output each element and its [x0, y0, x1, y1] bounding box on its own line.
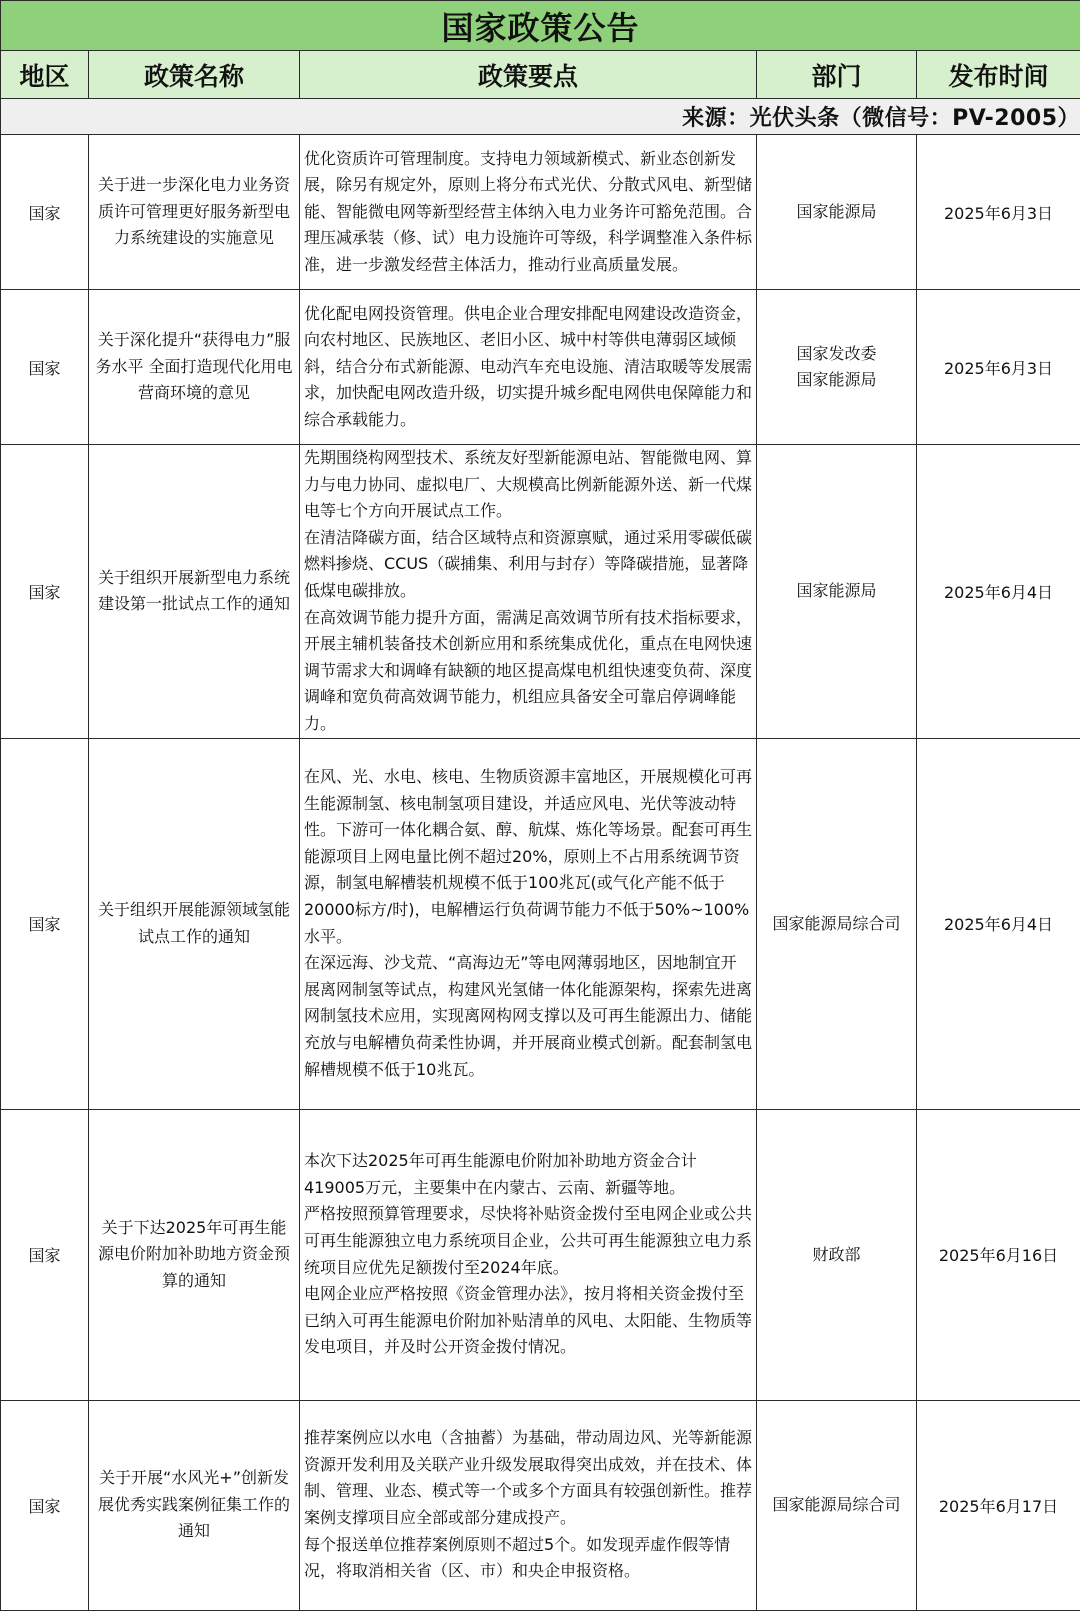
table-row — [1, 445, 1080, 739]
policy-name-cell: 关于组织开展新型电力系统建设第一批试点工作的通知 — [89, 445, 300, 739]
policy-name-cell: 关于下达2025年可再生能源电价附加补助地方资金预算的通知 — [89, 1109, 300, 1400]
table-row — [1, 1109, 1080, 1400]
header-region: 地区 — [1, 51, 89, 99]
department-name: 国家发改委 — [796, 344, 877, 363]
policy-point: 优化资质许可管理制度。支持电力领域新模式、新业态创新发展，除另有规定外，原则上将分布式光伏、分散式风电、新型储能、智能微电网等新型经营主体纳入电力业务许可豁免范围。合理压减承装（修、试）电力设施许可等级，科学调整准入条件标准，进一步激发经营主体活力，推动行业高质量发展。 — [304, 148, 753, 274]
department-name: 国家能源局 — [796, 581, 877, 601]
table-row — [1, 290, 1080, 445]
header-policy-points: 政策要点 — [300, 51, 757, 99]
table-row — [1, 1400, 1080, 1610]
table-row — [1, 135, 1080, 290]
region-cell: 国家 — [1, 738, 89, 1109]
department-cell — [757, 445, 917, 739]
policy-point: 在风、光、水电、核电、生物质资源丰富地区，开展规模化可再生能源制氢、核电制氢项目建设，并适应风电、光伏等波动特性。下游可一体化耦合氨、醇、航煤、炼化等场景。配套可再生能源项目上网电量比例不超过20%，原则上不占用系统调节资源，制氢电解槽装机规模不低于100兆瓦(或气化产能不低于20000标方/时)，电解槽运行负荷调节能力不低于50%~100%水平。 — [304, 766, 753, 946]
policy-points-cell — [300, 1400, 757, 1610]
department-name: 国家能源局综合司 — [772, 1495, 901, 1515]
publish-date-cell: 2025年6月4日 — [917, 738, 1080, 1109]
policy-point: 电网企业应严格按照《资金管理办法》，按月将相关资金拨付至已纳入可再生能源电价附加补贴清单的风电、太阳能、生物质等发电项目，并及时公开资金拨付情况。 — [304, 1284, 753, 1357]
department-name: 国家能源局综合司 — [772, 913, 901, 933]
header-policy-name: 政策名称 — [89, 51, 300, 99]
department-name: 国家能源局 — [796, 370, 877, 389]
table-title: 国家政策公告 — [1, 1, 1080, 51]
policy-points-cell — [300, 1109, 757, 1400]
department-cell — [757, 135, 917, 290]
publish-date-cell: 2025年6月4日 — [917, 445, 1080, 739]
department-cell — [757, 290, 917, 445]
header-department: 部门 — [757, 51, 917, 99]
policy-name-cell: 关于深化提升“获得电力”服务水平 全面打造现代化用电营商环境的意见 — [89, 290, 300, 445]
policy-name-cell: 关于进一步深化电力业务资质许可管理更好服务新型电力系统建设的实施意见 — [89, 135, 300, 290]
department-cell — [757, 1400, 917, 1610]
source-note: 来源：光伏头条（微信号：PV-2005） — [1, 99, 1080, 135]
policy-point: 优化配电网投资管理。供电企业合理安排配电网建设改造资金，向农村地区、民族地区、老旧小区、城中村等供电薄弱区域倾斜，结合分布式新能源、电动汽车充电设施、清洁取暖等发展需求，加快配电网改造升级，切实提升城乡配电网供电保障能力和综合承载能力。 — [304, 303, 753, 429]
header-row — [1, 51, 1080, 99]
department-name: 国家能源局 — [796, 202, 877, 221]
policy-point: 每个报送单位推荐案例原则不超过5个。如发现弄虚作假等情况，将取消相关省（区、市）和央企申报资格。 — [304, 1534, 731, 1581]
region-cell: 国家 — [1, 1109, 89, 1400]
table-row — [1, 738, 1080, 1109]
policy-point: 在清洁降碳方面，结合区域特点和资源禀赋，通过采用零碳低碳燃料掺烧、CCUS（碳捕集、利用与封存）等降碳措施，显著降低煤电碳排放。 — [304, 527, 753, 600]
department-cell — [757, 1109, 917, 1400]
policy-points-cell — [300, 445, 757, 739]
header-publish-date: 发布时间 — [917, 51, 1080, 99]
title-row — [1, 1, 1080, 51]
policy-point: 在高效调节能力提升方面，需满足高效调节所有技术指标要求，开展主辅机装备技术创新应用和系统集成优化，重点在电网快速调节需求大和调峰有缺额的地区提高煤电机组快速变负荷、深度调峰和宽负荷高效调节能力，机组应具备安全可靠启停调峰能力。 — [304, 607, 753, 733]
department-cell — [757, 738, 917, 1109]
policy-point: 严格按照预算管理要求，尽快将补贴资金拨付至电网企业或公共可再生能源独立电力系统项目企业，公共可再生能源独立电力系统项目应优先足额拨付至2024年底。 — [304, 1204, 753, 1277]
policy-points-cell — [300, 738, 757, 1109]
policy-point: 本次下达2025年可再生能源电价附加补助地方资金合计419005万元，主要集中在内蒙古、云南、新疆等地。 — [304, 1151, 697, 1197]
policy-name-cell: 关于开展“水风光+”创新发展优秀实践案例征集工作的通知 — [89, 1400, 300, 1610]
publish-date-cell: 2025年6月3日 — [917, 135, 1080, 290]
publish-date-cell: 2025年6月16日 — [917, 1109, 1080, 1400]
policy-points-cell — [300, 290, 757, 445]
policy-point: 推荐案例应以水电（含抽蓄）为基础，带动周边风、光等新能源资源开发利用及关联产业升级发展取得突出成效，并在技术、体制、管理、业态、模式等一个或多个方面具有较强创新性。推荐案例支撑项目应全部或部分建成投产。 — [304, 1428, 753, 1528]
policy-points-cell — [300, 135, 757, 290]
region-cell: 国家 — [1, 135, 89, 290]
policy-point: 先期围绕构网型技术、系统友好型新能源电站、智能微电网、算力与电力协同、虚拟电厂、大规模高比例新能源外送、新一代煤电等七个方向开展试点工作。 — [304, 448, 753, 521]
publish-date-cell: 2025年6月17日 — [917, 1400, 1080, 1610]
publish-date-cell: 2025年6月3日 — [917, 290, 1080, 445]
region-cell: 国家 — [1, 445, 89, 739]
policy-name-cell: 关于组织开展能源领域氢能试点工作的通知 — [89, 738, 300, 1109]
region-cell: 国家 — [1, 290, 89, 445]
policy-point: 在深远海、沙戈荒、“高海边无”等电网薄弱地区，因地制宜开展离网制氢等试点，构建风光氢储一体化能源架构，探索先进离网制氢技术应用，实现离网构网支撑以及可再生能源出力、储能充放与电解槽负荷柔性协调，并开展商业模式创新。配套制氢电解槽规模不低于10兆瓦。 — [304, 953, 753, 1079]
region-cell: 国家 — [1, 1400, 89, 1610]
source-row — [1, 99, 1080, 135]
department-name: 财政部 — [812, 1244, 861, 1264]
